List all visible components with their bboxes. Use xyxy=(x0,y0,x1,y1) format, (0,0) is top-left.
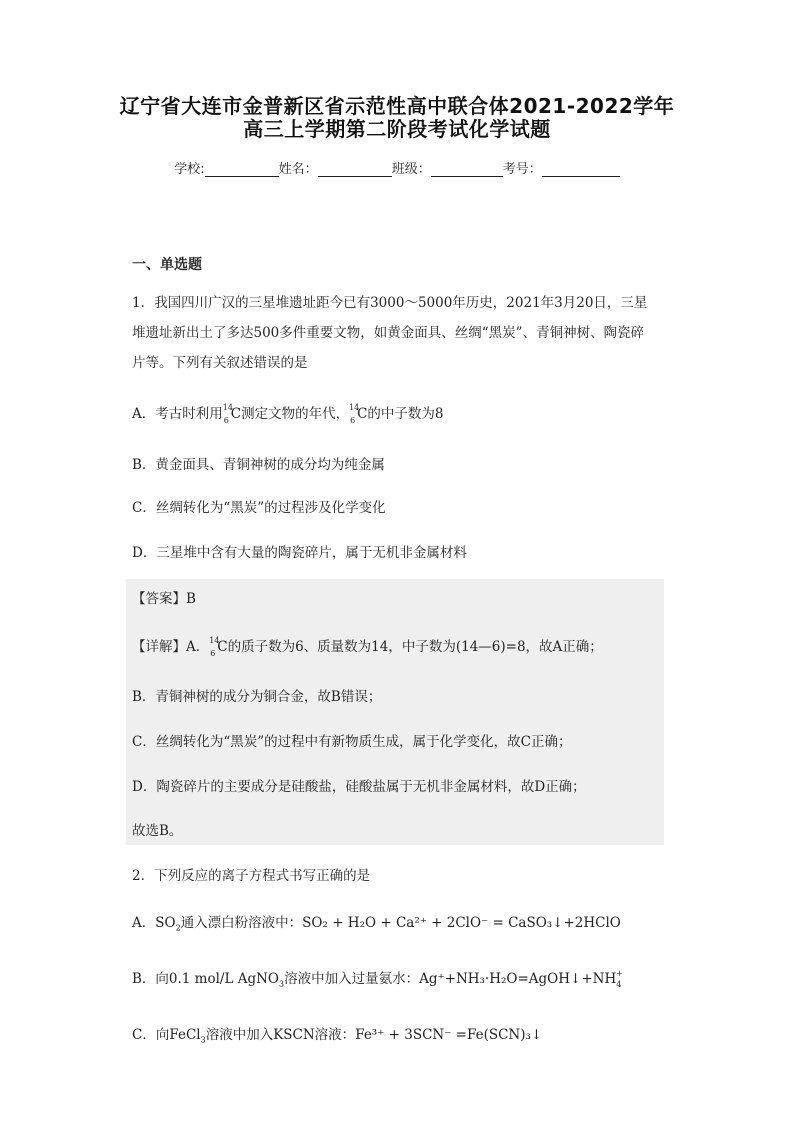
student-info-row xyxy=(0,158,794,177)
nuclide-c14: 14 6 xyxy=(209,635,220,658)
q1-option-a: A．考古时利用 14 6 C测定文物的年代， 14 6 C的中子数为8 xyxy=(132,402,444,425)
q2-option-a: A．$SO_2$通入漂白粉溶液中：SO₂ + H₂O + Ca²⁺ + 2ClO⁻ = CaSO₃↓+2HClO xyxy=(132,915,621,933)
q1-conclusion: 故选B。 xyxy=(132,823,183,839)
q1-detail-a: 【详解】A． 14 6 C的质子数为6、质量数为14，中子数为(14—6)=8，故A正确； xyxy=(132,635,603,658)
school-field[interactable] xyxy=(205,162,279,177)
q2-option-b: B．向0.1 mol/L AgNO$_3$溶液中加入过量氨水：Ag⁺+NH₃·H₂O=AgOH↓+NH + 4 xyxy=(132,968,623,989)
answer-panel xyxy=(126,579,664,845)
equation-a: SO₂ + H₂O + Ca²⁺ + 2ClO⁻ = CaSO₃↓+2HClO xyxy=(302,915,621,931)
school-label: 学校: xyxy=(174,162,205,177)
q1-detail-b: B．青铜神树的成分为铜合金，故B错误； xyxy=(132,689,382,705)
q1-detail-d: D．陶瓷碎片的主要成分是硅酸盐，硅酸盐属于无机非金属材料，故D正确； xyxy=(132,779,586,795)
section-heading: 一、单选题 xyxy=(132,257,202,273)
nuclide-c14: 14 6 xyxy=(222,402,233,425)
q1-option-c: C．丝绸转化为“黑炭”的过程涉及化学变化 xyxy=(132,500,386,516)
number-field[interactable] xyxy=(542,162,620,177)
q1-detail-c: C．丝绸转化为“黑炭”的过程中有新物质生成，属于化学变化，故C正确； xyxy=(132,734,572,750)
q1-option-d: D．三星堆中含有大量的陶瓷碎片，属于无机非金属材料 xyxy=(132,545,467,561)
q1-stem-line-3: 片等。下列有关叙述错误的是 xyxy=(132,355,308,371)
nuclide-c14: 14 6 xyxy=(349,402,360,425)
q1-stem-line-2: 堆遗址新出土了多达500多件重要文物，如黄金面具、丝绸“黑炭”、青铜神树、陶瓷碎 xyxy=(132,325,645,341)
class-label: 班级： xyxy=(391,162,431,177)
name-label: 姓名： xyxy=(278,162,318,177)
number-label: 考号： xyxy=(502,162,542,177)
q1-stem-line-1: 1．我国四川广汉的三星堆遗址距今已有3000～5000年历史，2021年3月20日，三星 xyxy=(132,295,648,311)
title-line-2: 高三上学期第二阶段考试化学试题 xyxy=(243,117,551,141)
class-field[interactable] xyxy=(431,162,503,177)
equation-b: Ag⁺+NH₃·H₂O=AgOH↓+NH xyxy=(419,971,617,987)
title-line-1: 辽宁省大连市金普新区省示范性高中联合体2021-2022学年 xyxy=(119,94,675,118)
q1-answer: 【答案】B xyxy=(132,591,196,607)
q2-stem: 2．下列反应的离子方程式书写正确的是 xyxy=(132,868,371,884)
q1-option-b: B．黄金面具、青铜神树的成分均为纯金属 xyxy=(132,457,385,473)
q2-option-c: C．向FeCl$_3$溶液中加入KSCN溶液：Fe³⁺ + 3SCN⁻ =Fe(SCN)₃↓ xyxy=(132,1027,543,1045)
equation-c: Fe³⁺ + 3SCN⁻ =Fe(SCN)₃↓ xyxy=(355,1027,543,1043)
name-field[interactable] xyxy=(318,162,392,177)
